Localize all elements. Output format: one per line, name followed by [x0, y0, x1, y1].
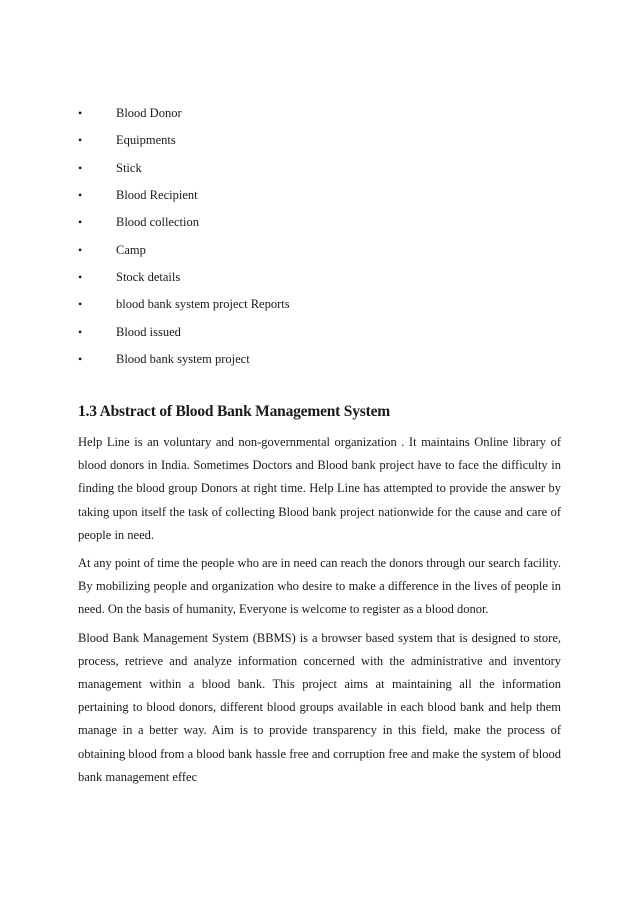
section-heading: 1.3 Abstract of Blood Bank Management System	[78, 403, 390, 420]
bullet-icon: •	[78, 160, 83, 175]
list-item-label: Blood bank system project	[116, 351, 250, 366]
list-item	[78, 318, 558, 345]
list-item-label: blood bank system project Reports	[116, 297, 290, 312]
list-item-label: Stock details	[116, 269, 181, 284]
bullet-icon: •	[78, 297, 83, 312]
list-item-label: Blood Recipient	[116, 188, 198, 203]
bullet-icon: •	[78, 351, 83, 366]
bullet-icon: •	[78, 242, 83, 257]
list-item-label: Blood issued	[116, 324, 181, 339]
list-item-label: Camp	[116, 242, 146, 257]
abstract-body	[78, 431, 561, 794]
list-item	[78, 127, 558, 154]
paragraph: Blood Bank Management System (BBMS) is a browser based system that is designed to store, process, retrieve and analyze information concerned with the administrative and inventory management within a blood bank. This project aims at maintaining all the information pertaining to blood donors, different blood groups available in each blood bank and help them manage in a better way. Aim is to provide transparency in this field, make the process of obtaining blood from a blood bank hassle free and corruption free and make the system of blood bank management effec	[78, 630, 561, 784]
list-item	[78, 209, 558, 236]
list-item-label: Blood collection	[116, 215, 199, 230]
list-item-label: Equipments	[116, 133, 176, 148]
module-list	[78, 100, 558, 373]
bullet-icon: •	[78, 133, 83, 148]
list-item	[78, 236, 558, 263]
list-item	[78, 100, 558, 127]
bullet-icon: •	[78, 188, 83, 203]
list-item-label: Stick	[116, 160, 142, 175]
list-item	[78, 182, 558, 209]
bullet-icon: •	[78, 215, 83, 230]
paragraph: Help Line is an voluntary and non-governmental organization . It maintains Online library of blood donors in India. Sometimes Doctors and Blood bank project have to face the difficulty in finding the blood group Donors at right time. Help Line has attempted to provide the answer by taking upon itself the task of collecting Blood bank project nationwide for the cause and care of people in need.	[78, 435, 561, 542]
paragraph: At any point of time the people who are in need can reach the donors through our search facility. By mobilizing people and organization who desire to make a difference in the lives of people in need. On the basis of humanity, Everyone is welcome to register as a blood donor.	[78, 556, 561, 617]
list-item	[78, 346, 558, 373]
list-item-label: Blood Donor	[116, 106, 182, 121]
list-item	[78, 291, 558, 318]
bullet-icon: •	[78, 269, 83, 284]
bullet-icon: •	[78, 106, 83, 121]
list-item	[78, 155, 558, 182]
list-item	[78, 264, 558, 291]
bullet-icon: •	[78, 324, 83, 339]
